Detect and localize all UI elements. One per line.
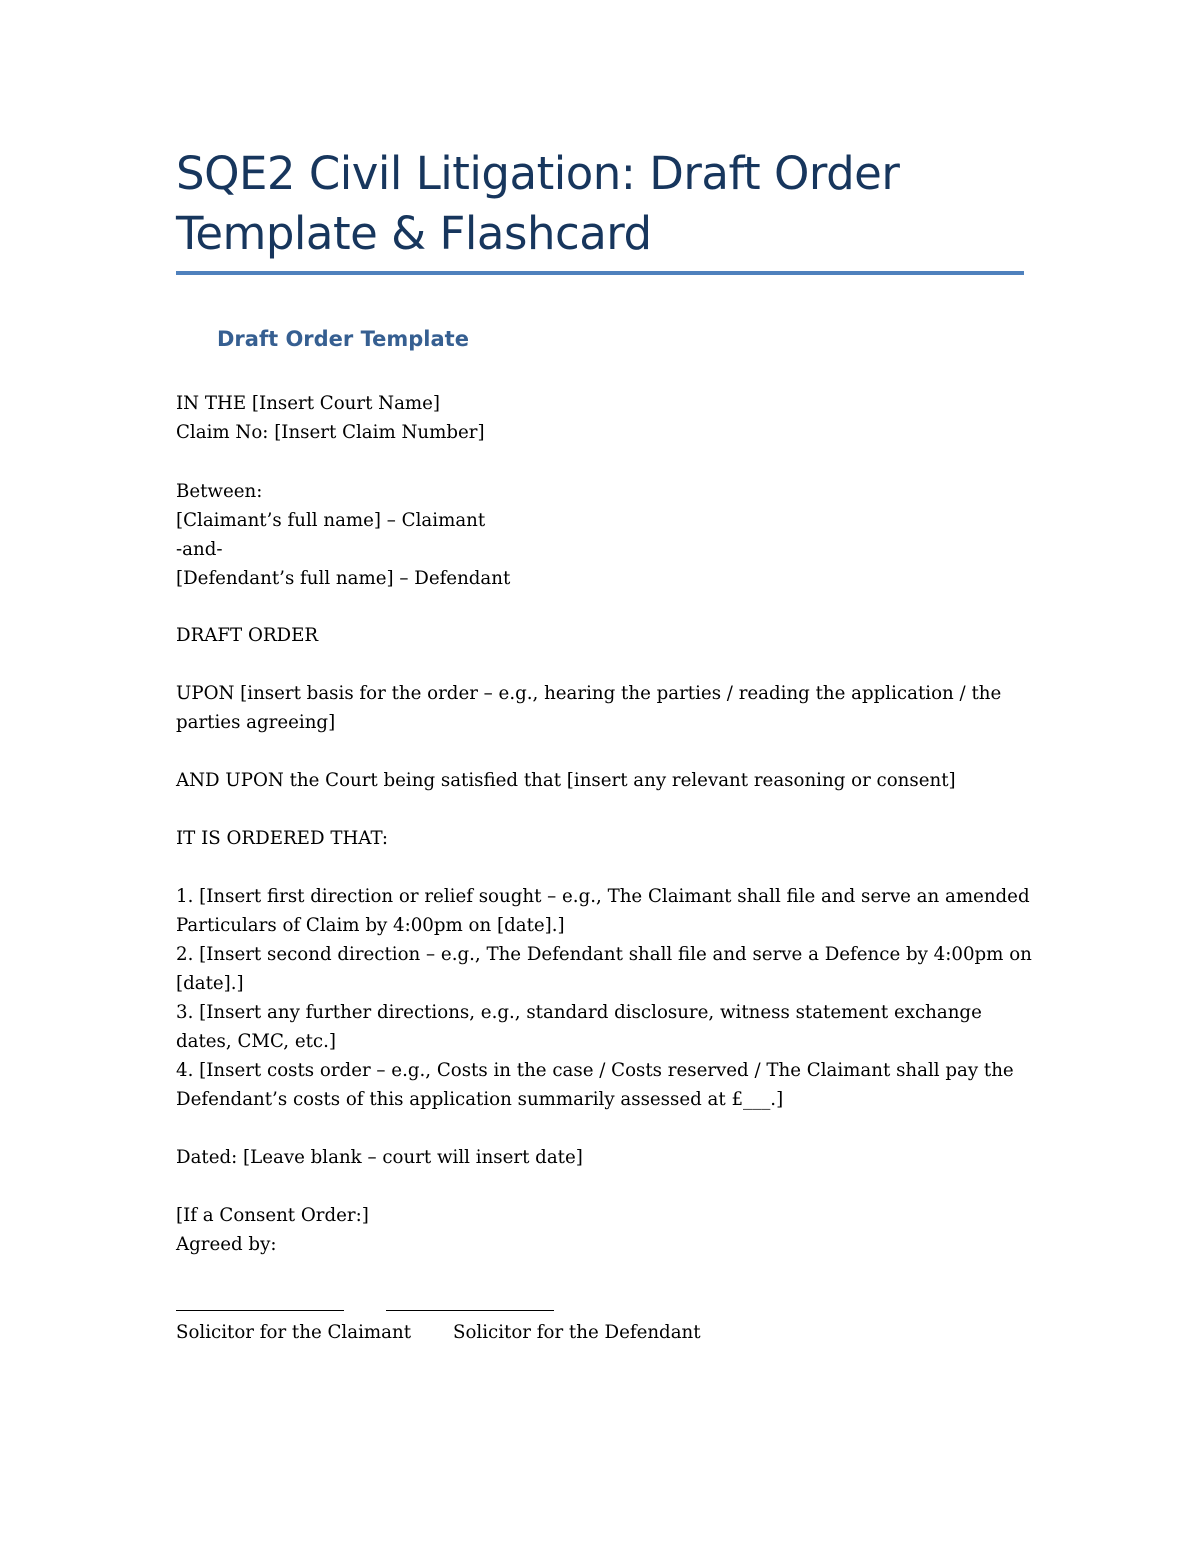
order-items-list bbox=[176, 882, 1036, 1114]
order-item-1-line-1: 1. [Insert first direction or relief sought – e.g., The Claimant shall file and serve an amended bbox=[176, 886, 1030, 907]
claimant-signature-label: Solicitor for the Claimant bbox=[176, 1322, 412, 1343]
order-item-2-line-1: 2. [Insert second direction – e.g., The Defendant shall file and serve a Defence by 4:00pm on bbox=[176, 944, 1032, 965]
order-item-1-line-2: Particulars of Claim by 4:00pm on [date].] bbox=[176, 915, 565, 936]
claim-number-line: Claim No: [Insert Claim Number] bbox=[176, 422, 485, 443]
claimant-line: [Claimant’s full name] – Claimant bbox=[176, 510, 486, 531]
consent-line: [If a Consent Order:] bbox=[176, 1205, 369, 1226]
and-line: -and- bbox=[176, 539, 223, 560]
draft-order-heading bbox=[176, 621, 1036, 650]
dated-line: Dated: [Leave blank – court will insert date] bbox=[176, 1147, 583, 1168]
title-line-2: Template & Flashcard bbox=[176, 207, 652, 260]
ordered-heading bbox=[176, 824, 1036, 853]
consent-block bbox=[176, 1201, 1036, 1259]
and-upon-paragraph bbox=[176, 766, 1036, 795]
order-item-3-line-1: 3. [Insert any further directions, e.g., standard disclosure, witness statement exchange bbox=[176, 1002, 982, 1023]
upon-line-1: UPON [insert basis for the order – e.g., hearing the parties / reading the application / the bbox=[176, 683, 1002, 704]
parties-block bbox=[176, 477, 1036, 593]
defendant-line: [Defendant’s full name] – Defendant bbox=[176, 568, 511, 589]
ordered-label: IT IS ORDERED THAT: bbox=[176, 828, 389, 849]
claimant-signature-line bbox=[176, 1310, 344, 1311]
agreed-by-line: Agreed by: bbox=[176, 1234, 277, 1255]
court-header-block bbox=[176, 389, 1036, 447]
document-title bbox=[176, 144, 1036, 264]
title-line-1: SQE2 Civil Litigation: Draft Order bbox=[176, 147, 900, 200]
order-item-4-line-1: 4. [Insert costs order – e.g., Costs in the case / Costs reserved / The Claimant shall pay the bbox=[176, 1060, 1014, 1081]
court-line: IN THE [Insert Court Name] bbox=[176, 393, 441, 414]
between-label: Between: bbox=[176, 481, 263, 502]
defendant-signature-line bbox=[386, 1310, 554, 1311]
order-item-3-line-2: dates, CMC, etc.] bbox=[176, 1031, 336, 1052]
dated-paragraph bbox=[176, 1143, 1036, 1172]
defendant-signature-label: Solicitor for the Defendant bbox=[453, 1322, 701, 1343]
title-divider bbox=[176, 271, 1024, 275]
section-heading: Draft Order Template bbox=[217, 327, 469, 351]
draft-order-label: DRAFT ORDER bbox=[176, 625, 319, 646]
upon-line-2: parties agreeing] bbox=[176, 712, 336, 733]
order-item-2-line-2: [date].] bbox=[176, 973, 244, 994]
and-upon-line: AND UPON the Court being satisfied that [insert any relevant reasoning or consent] bbox=[176, 770, 956, 791]
upon-paragraph bbox=[176, 679, 1036, 737]
order-item-4-line-2: Defendant’s costs of this application summarily assessed at £___.] bbox=[176, 1089, 784, 1110]
